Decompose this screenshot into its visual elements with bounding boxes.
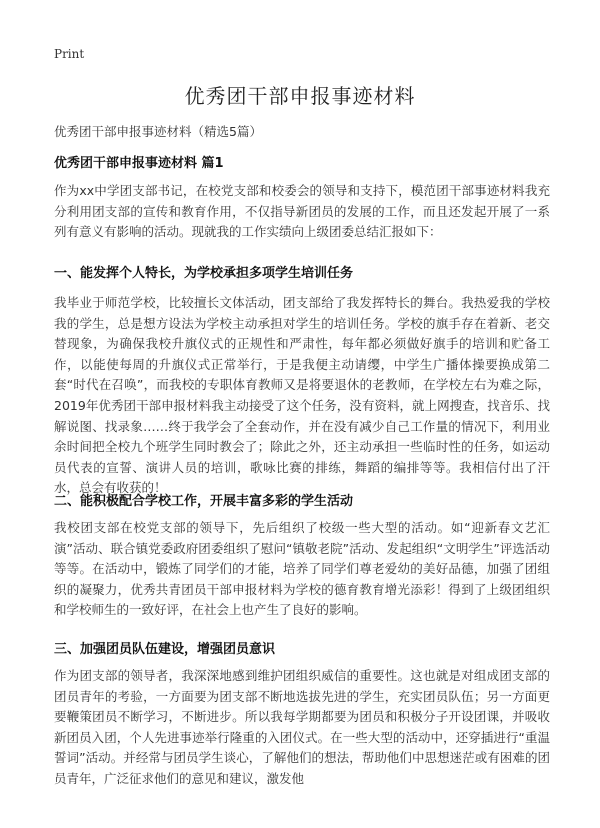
section-3-heading: 三、加强团员队伍建设，增强团员意识 [54,642,276,657]
section-3-paragraph: 作为团支部的领导者，我深深地感到维护团组织威信的重要性。这也就是对组成团支部的团员青年的考验，一方面要为团支部不断地选拔先进的学生，充实团员队伍；另一方面更要鞭策团员不断学习，不断进步。所以我每学期都要为团员和积极分子开设团课，并吸收新团员入团，个人先进事迹举行隆重的入团仪式。在一些大型的活动中，还穿插进行“重温誓词”活动。并经常与团员学生谈心，了解他们的想法，帮助他们中思想迷茫或有困难的团员青年，广泛征求他们的意见和建议，激发他 [54,668,550,786]
document-subtitle: 优秀团干部申报事迹材料（精选5篇） [54,124,262,139]
print-label: Print [54,47,85,61]
article-heading: 优秀团干部申报事迹材料 篇1 [54,156,224,171]
document-title: 优秀团干部申报事迹材料 [184,84,416,108]
section-2-paragraph: 我校团支部在校党支部的领导下，先后组织了校级一些大型的活动。如“迎新春文艺汇演”活动、联合镇党委政府团委组织了慰问“镇敬老院”活动、发起组织“文明学生”评选活动等等。在活动中，锻炼了同学们的才能，培养了同学们尊老爱幼的美好品德，加强了团组织的凝聚力，优秀共青团员干部申报材料为学校的德育教育增光添彩！得到了上级团组织和学校师生的一致好评，在社会上也产生了良好的影响。 [54,520,550,618]
section-1-paragraph: 我毕业于师范学校，比较擅长文体活动，团支部给了我发挥特长的舞台。我热爱我的学校我的学生，总是想方设法为学校主动承担对学生的培训任务。学校的旗手存在着新、老交替现象，为确保我校升旗仪式的正规性和严肃性，每年都必须做好旗手的培训和贮备工作，以能使每周的升旗仪式正常举行，于是我便主动请缨，中学生广播体操要换成第二套“时代在召唤”，而我校的专职体育教师又是将要退休的老教师，在学校左右为难之际，2019年优秀团干部申报材料我主动接受了这个任务，没有资料，就上网搜查，找音乐、找解说图、找录象……终于我学会了全套动作，并在没有减少自己工作量的情况下，利用业余时间把全校九个班学生同时教会了；除此之外，还主动承担一些临时性的任务，如运动员代表的宣誓、演讲人员的培训，歌咏比赛的排练，舞蹈的编排等等。我相信付出了汗水，总会有收获的！ [54,295,550,496]
section-1-heading: 一、能发挥个人特长，为学校承担多项学生培训任务 [54,266,354,281]
section-2-heading: 二、能积极配合学校工作，开展丰富多彩的学生活动 [54,494,354,509]
intro-paragraph: 作为xx中学团支部书记，在校党支部和校委会的领导和支持下，模范团干部事迹材料我充分利用团支部的宣传和教育作用，不仅指导新团员的发展的工作，而且还发起开展了一系列有意义有影响的活动。现就我的工作实绩向上级团委总结汇报如下： [54,183,550,240]
